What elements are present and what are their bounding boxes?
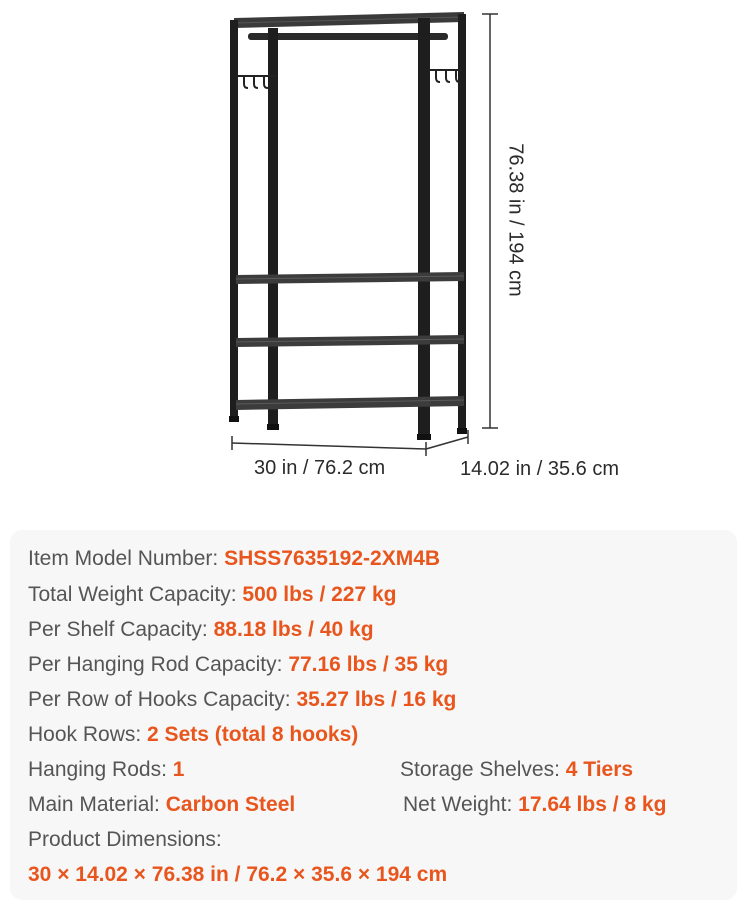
hook-row-right-icon	[430, 70, 462, 82]
spec-model: Item Model Number: SHSS7635192-2XM4B	[28, 547, 441, 570]
spec-total-weight: Total Weight Capacity: 500 lbs / 227 kg	[28, 583, 397, 606]
spec-per-shelf: Per Shelf Capacity: 88.18 lbs / 40 kg	[28, 618, 374, 641]
spec-net-weight: Net Weight: 17.64 lbs / 8 kg	[403, 793, 667, 816]
spec-per-rod: Per Hanging Rod Capacity: 77.16 lbs / 35 kg	[28, 653, 449, 676]
height-dimension-label: 76.38 in / 194 cm	[504, 143, 527, 297]
spec-product-dimensions-label: Product Dimensions:	[28, 828, 222, 851]
spec-hook-rows: Hook Rows: 2 Sets (total 8 hooks)	[28, 723, 359, 746]
spec-material: Main Material: Carbon Steel	[28, 793, 296, 816]
depth-dimension-label: 14.02 in / 35.6 cm	[460, 458, 619, 480]
spec-storage-shelves: Storage Shelves: 4 Tiers	[400, 758, 634, 781]
spec-per-hooks: Per Row of Hooks Capacity: 35.27 lbs / 16 kg	[28, 688, 457, 711]
spec-hanging-rods: Hanging Rods: 1	[28, 758, 185, 781]
width-dimension-label: 30 in / 76.2 cm	[254, 457, 386, 479]
spec-product-dimensions-value: 30 × 14.02 × 76.38 in / 76.2 × 35.6 × 194 cm	[28, 863, 448, 886]
specifications-panel	[10, 530, 737, 900]
